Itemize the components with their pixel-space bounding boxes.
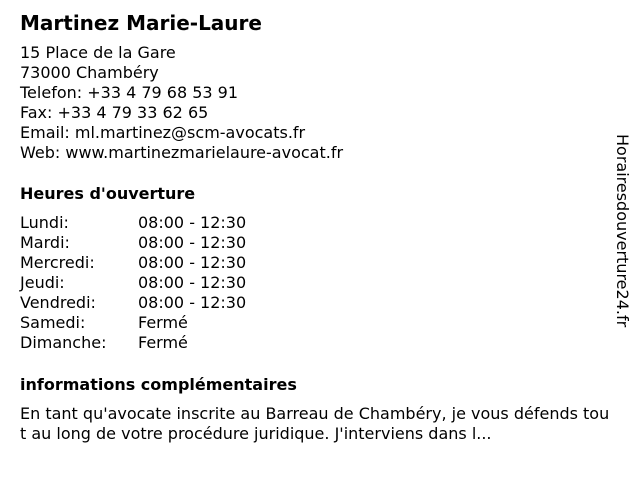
day-label: Jeudi:: [20, 273, 65, 292]
contact-block: [20, 43, 343, 163]
business-name: Martinez Marie-Laure: [20, 11, 262, 35]
site-brand-watermark: Horairesdouverture24.fr: [613, 134, 632, 328]
opening-hours-heading: Heures d'ouverture: [20, 184, 196, 203]
additional-info-text: En tant qu'avocate inscrite au Barreau de Chambéry, je vous défends tout au long de votre procédure juridique. J'interviens dans l...: [20, 404, 610, 443]
day-label: Mercredi:: [20, 253, 95, 272]
address-street: 15 Place de la Gare: [20, 43, 176, 62]
website-address: Web: www.martinezmarielaure-avocat.fr: [20, 143, 344, 162]
address-city: 73000 Chambéry: [20, 63, 159, 82]
time-value: Fermé: [138, 313, 188, 332]
fax-number: Fax: +33 4 79 33 62 65: [20, 103, 209, 122]
day-label: Lundi:: [20, 213, 69, 232]
time-value: 08:00 - 12:30: [138, 213, 247, 232]
time-value: 08:00 - 12:30: [138, 233, 247, 252]
day-label: Samedi:: [20, 313, 86, 332]
time-value: 08:00 - 12:30: [138, 273, 247, 292]
time-value: 08:00 - 12:30: [138, 293, 247, 312]
email-address: Email: ml.martinez@scm-avocats.fr: [20, 123, 306, 142]
phone-number: Telefon: +33 4 79 68 53 91: [20, 83, 239, 102]
day-label: Vendredi:: [20, 293, 96, 312]
day-label: Mardi:: [20, 233, 70, 252]
day-label: Dimanche:: [20, 333, 107, 352]
time-value: 08:00 - 12:30: [138, 253, 247, 272]
time-value: Fermé: [138, 333, 188, 352]
additional-info-heading: informations complémentaires: [20, 375, 297, 394]
